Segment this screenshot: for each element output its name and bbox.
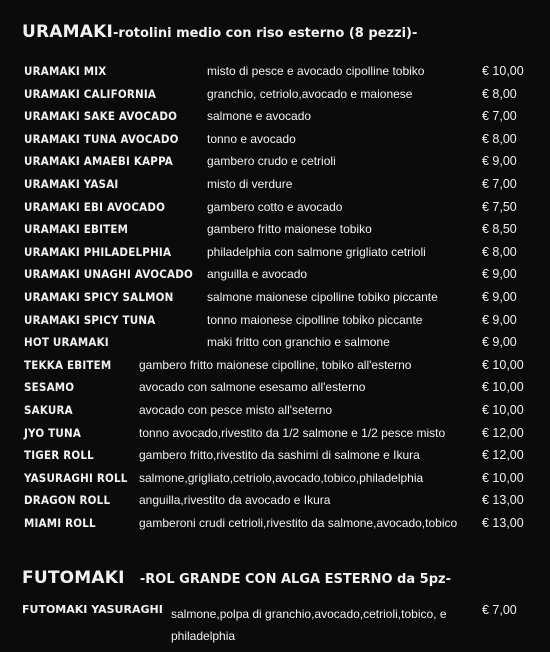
list-item bbox=[0, 489, 550, 511]
futomaki-section-header bbox=[22, 568, 451, 588]
item-price: € 13,00 bbox=[482, 493, 524, 508]
list-item bbox=[0, 376, 550, 398]
uramaki-title: URAMAKI bbox=[22, 22, 114, 42]
item-description: granchio, cetriolo,avocado e maionese bbox=[207, 86, 413, 101]
item-description: tonno maionese cipolline tobiko piccante bbox=[207, 312, 423, 327]
list-item bbox=[0, 150, 550, 172]
futomaki-subtitle: -ROL GRANDE CON ALGA ESTERNO da 5pz- bbox=[139, 572, 451, 587]
item-description: salmone maionese cipolline tobiko piccante bbox=[207, 290, 438, 304]
item-description: maki fritto con granchio e salmone bbox=[207, 335, 390, 350]
item-description: gamberoni crudi cetrioli,rivestito da salmone,avocado,tobico bbox=[139, 516, 458, 530]
item-price: € 8,00 bbox=[482, 244, 517, 259]
item-price: € 13,00 bbox=[482, 516, 524, 530]
item-description: gambero fritto maionese cipolline, tobiko all'esterno bbox=[139, 357, 412, 372]
item-description: avocado con pesce misto all'seterno bbox=[139, 403, 333, 417]
item-name: JYO TUNA bbox=[24, 425, 82, 440]
item-price: € 7,50 bbox=[482, 199, 517, 214]
item-description: avocado con salmone esesamo all'esterno bbox=[139, 380, 366, 395]
item-price: € 10,00 bbox=[482, 403, 524, 417]
item-description: misto di pesce e avocado cipolline tobiko bbox=[207, 64, 425, 78]
item-price: € 9,00 bbox=[482, 154, 517, 169]
item-description: philadelphia con salmone grigliato cetrioli bbox=[207, 244, 426, 259]
list-item bbox=[0, 128, 550, 150]
list-item bbox=[0, 399, 550, 421]
item-name: MIAMI ROLL bbox=[24, 516, 96, 530]
item-description: anguilla e avocado bbox=[207, 267, 308, 282]
item-price: € 10,00 bbox=[482, 380, 524, 395]
item-price: € 10,00 bbox=[482, 64, 524, 78]
item-description: anguilla,rivestito da avocado e Ikura bbox=[139, 493, 331, 508]
list-item bbox=[0, 218, 550, 240]
item-price: € 9,00 bbox=[482, 290, 517, 304]
item-description: gambero fritto,rivestito da sashimi di salmone e Ikura bbox=[139, 448, 420, 463]
futomaki-title: FUTOMAKI bbox=[22, 568, 125, 588]
item-name: URAMAKI EBI AVOCADO bbox=[24, 199, 166, 214]
item-name: TIGER ROLL bbox=[24, 448, 94, 463]
item-name: YASURAGHI ROLL bbox=[24, 470, 128, 485]
list-item bbox=[0, 286, 550, 308]
item-description: salmone,polpa di granchio,avocado,cetrioli,tobico, e philadelphia bbox=[171, 607, 447, 643]
item-price: € 7,00 bbox=[482, 177, 517, 191]
item-name: URAMAKI SPICY SALMON bbox=[24, 290, 174, 304]
item-name: URAMAKI TUNA AVOCADO bbox=[24, 131, 179, 146]
item-name: URAMAKI YASAI bbox=[24, 177, 119, 191]
item-description: salmone,grigliato,cetriolo,avocado,tobico,philadelphia bbox=[139, 470, 424, 485]
item-description: gambero fritto maionese tobiko bbox=[207, 222, 372, 237]
item-name: SESAMO bbox=[24, 380, 75, 395]
list-item bbox=[0, 354, 550, 376]
item-price: € 10,00 bbox=[482, 357, 524, 372]
item-name: SAKURA bbox=[24, 403, 73, 417]
list-item bbox=[0, 422, 550, 444]
list-item bbox=[0, 467, 550, 489]
item-name: URAMAKI SPICY TUNA bbox=[24, 312, 156, 327]
item-price: € 8,00 bbox=[482, 86, 517, 101]
list-item bbox=[0, 512, 550, 534]
list-item bbox=[0, 309, 550, 331]
item-name: URAMAKI EBITEM bbox=[24, 222, 129, 237]
list-item bbox=[0, 241, 550, 263]
item-name: URAMAKI SAKE AVOCADO bbox=[24, 109, 178, 124]
list-item bbox=[0, 444, 550, 466]
list-item bbox=[0, 83, 550, 105]
item-name: URAMAKI PHILADELPHIA bbox=[24, 244, 172, 259]
item-price: € 8,00 bbox=[482, 131, 517, 146]
item-description: gambero cotto e avocado bbox=[207, 199, 343, 214]
uramaki-section-header bbox=[22, 22, 417, 42]
item-description: gambero crudo e cetrioli bbox=[207, 154, 336, 169]
item-price: € 8,50 bbox=[482, 222, 517, 237]
item-description: tonno avocado,rivestito da 1/2 salmone e 1/2 pesce misto bbox=[139, 425, 446, 440]
uramaki-subtitle: -rotolini medio con riso esterno (8 pezzi)- bbox=[113, 26, 418, 41]
list-item bbox=[0, 263, 550, 285]
item-description: misto di verdure bbox=[207, 177, 293, 191]
item-name: URAMAKI AMAEBI KAPPA bbox=[24, 154, 173, 169]
item-price: € 9,00 bbox=[482, 335, 517, 350]
item-name: HOT URAMAKI bbox=[24, 335, 109, 350]
item-name: FUTOMAKI YASURAGHI bbox=[22, 603, 163, 616]
item-name: DRAGON ROLL bbox=[24, 493, 111, 508]
item-price: € 12,00 bbox=[482, 448, 524, 463]
item-price: € 9,00 bbox=[482, 267, 517, 282]
item-price: € 10,00 bbox=[482, 470, 524, 485]
list-item bbox=[0, 105, 550, 127]
item-name: TEKKA EBITEM bbox=[24, 357, 112, 372]
item-price: € 12,00 bbox=[482, 425, 524, 440]
list-item bbox=[0, 196, 550, 218]
item-description: salmone e avocado bbox=[207, 109, 312, 124]
item-name: URAMAKI UNAGHI AVOCADO bbox=[24, 267, 194, 282]
item-price: € 7,00 bbox=[482, 109, 517, 124]
item-description: tonno e avocado bbox=[207, 131, 296, 146]
item-price: € 9,00 bbox=[482, 312, 517, 327]
item-price: € 7,00 bbox=[482, 603, 517, 617]
item-name: URAMAKI CALIFORNIA bbox=[24, 86, 157, 101]
list-item bbox=[0, 173, 550, 195]
list-item bbox=[0, 60, 550, 82]
item-name: URAMAKI MIX bbox=[24, 64, 107, 78]
list-item bbox=[0, 331, 550, 353]
